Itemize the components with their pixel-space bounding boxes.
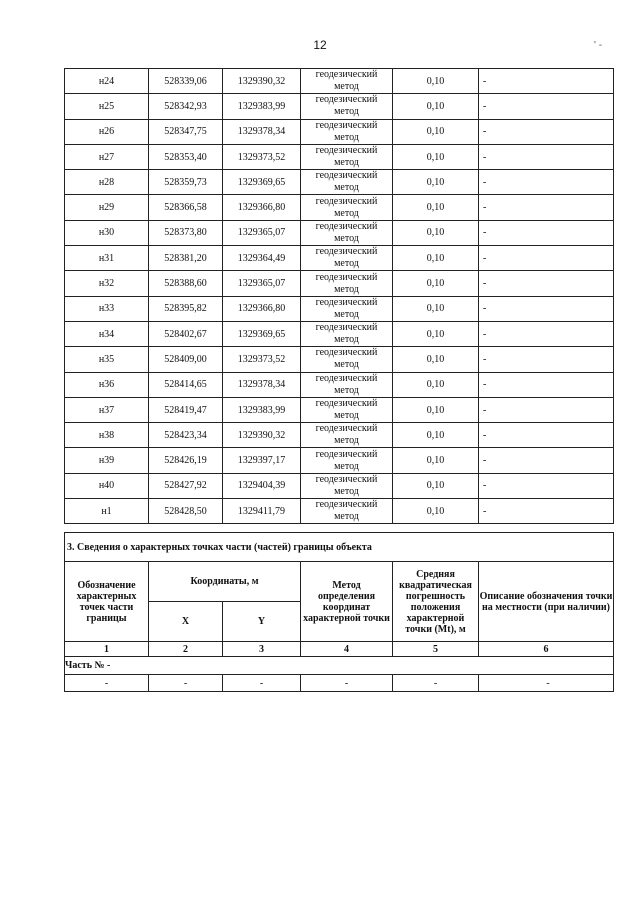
header-description-line: Описание обозначения точки: [479, 590, 613, 602]
point-id: н1: [65, 499, 149, 524]
point-id: н36: [65, 372, 149, 397]
table-row: [65, 372, 614, 397]
point-id: н34: [65, 321, 149, 346]
point-method: [301, 448, 393, 473]
empty-cell: -: [393, 675, 479, 692]
point-error: 0,10: [393, 220, 479, 245]
point-description: -: [479, 246, 614, 271]
point-method: [301, 119, 393, 144]
point-method: [301, 170, 393, 195]
point-y: 1329373,52: [223, 347, 301, 372]
point-method-line: геодезический: [315, 195, 378, 207]
section-title: 3. Сведения о характерных точках части (частей) границы объекта: [65, 533, 614, 562]
table-row: [65, 499, 614, 524]
point-id: н39: [65, 448, 149, 473]
point-x: 528426,19: [149, 448, 223, 473]
empty-cell: -: [301, 675, 393, 692]
part-row: [65, 657, 614, 675]
table-row: [65, 473, 614, 498]
part-label: Часть № -: [65, 657, 614, 675]
point-method-line: геодезический: [315, 119, 378, 131]
point-y: 1329378,34: [223, 372, 301, 397]
header-x: X: [149, 602, 223, 642]
point-description: -: [479, 372, 614, 397]
point-y: 1329404,39: [223, 473, 301, 498]
point-y: 1329373,52: [223, 144, 301, 169]
point-method-line: метод: [334, 157, 359, 169]
point-id: н29: [65, 195, 149, 220]
column-number: 3: [223, 642, 301, 657]
point-description: -: [479, 473, 614, 498]
point-method-line: метод: [334, 359, 359, 371]
header-error-line: характерной: [406, 612, 465, 624]
point-method-line: геодезический: [315, 220, 378, 232]
point-error: 0,10: [393, 144, 479, 169]
point-id: н32: [65, 271, 149, 296]
point-id: н26: [65, 119, 149, 144]
point-method-line: геодезический: [315, 372, 378, 384]
column-number: 2: [149, 642, 223, 657]
point-description: -: [479, 499, 614, 524]
point-y: 1329369,65: [223, 170, 301, 195]
point-x: 528359,73: [149, 170, 223, 195]
point-id: н33: [65, 296, 149, 321]
point-error: 0,10: [393, 94, 479, 119]
header-error-line: погрешность: [405, 590, 466, 602]
point-y: 1329383,99: [223, 397, 301, 422]
point-error: 0,10: [393, 195, 479, 220]
point-description: -: [479, 144, 614, 169]
point-y: 1329390,32: [223, 69, 301, 94]
point-method-line: метод: [334, 485, 359, 497]
point-method-line: геодезический: [315, 499, 378, 511]
point-error: 0,10: [393, 397, 479, 422]
point-method: [301, 271, 393, 296]
header-method: [301, 562, 393, 642]
column-number: 5: [393, 642, 479, 657]
point-description: -: [479, 271, 614, 296]
point-method-line: метод: [334, 207, 359, 219]
point-error: 0,10: [393, 170, 479, 195]
table-row: [65, 423, 614, 448]
point-method-line: метод: [334, 511, 359, 523]
corner-mark: ' -: [594, 40, 603, 51]
point-x: 528353,40: [149, 144, 223, 169]
header-designation-line: характерных: [76, 590, 137, 602]
point-description: -: [479, 220, 614, 245]
table-row: [65, 94, 614, 119]
point-method: [301, 397, 393, 422]
point-y: 1329390,32: [223, 423, 301, 448]
header-designation-line: точек части: [79, 601, 134, 613]
point-method: [301, 220, 393, 245]
point-description: -: [479, 119, 614, 144]
point-x: 528427,92: [149, 473, 223, 498]
header-coordinates: Координаты, м: [149, 562, 301, 602]
point-method-line: метод: [334, 283, 359, 295]
table-row: [65, 347, 614, 372]
point-method-line: геодезический: [315, 69, 378, 81]
point-error: 0,10: [393, 321, 479, 346]
point-method-line: геодезический: [315, 448, 378, 460]
point-x: 528423,34: [149, 423, 223, 448]
parts-table: [64, 532, 614, 692]
point-method-line: метод: [334, 131, 359, 143]
point-method: [301, 499, 393, 524]
header-description: [479, 562, 614, 642]
point-method: [301, 321, 393, 346]
point-x: 528409,00: [149, 347, 223, 372]
point-y: 1329378,34: [223, 119, 301, 144]
point-error: 0,10: [393, 347, 479, 372]
column-number: 6: [479, 642, 614, 657]
points-table: [64, 68, 614, 524]
point-method: [301, 195, 393, 220]
point-description: -: [479, 296, 614, 321]
point-method-line: геодезический: [315, 347, 378, 359]
point-description: -: [479, 69, 614, 94]
point-method-line: геодезический: [315, 170, 378, 182]
point-method-line: метод: [334, 435, 359, 447]
header-designation: [65, 562, 149, 642]
column-numbers-row: [65, 642, 614, 657]
point-method-line: геодезический: [315, 423, 378, 435]
point-method-line: метод: [334, 258, 359, 270]
header-method-line: характерной точки: [303, 612, 390, 624]
point-error: 0,10: [393, 296, 479, 321]
header-error: [393, 562, 479, 642]
point-y: 1329411,79: [223, 499, 301, 524]
point-error: 0,10: [393, 246, 479, 271]
point-id: н28: [65, 170, 149, 195]
point-x: 528402,67: [149, 321, 223, 346]
point-x: 528428,50: [149, 499, 223, 524]
point-method: [301, 144, 393, 169]
point-description: -: [479, 94, 614, 119]
table-row: [65, 246, 614, 271]
header-y: Y: [223, 602, 301, 642]
point-error: 0,10: [393, 271, 479, 296]
table-row: [65, 220, 614, 245]
point-method: [301, 246, 393, 271]
point-method-line: геодезический: [315, 398, 378, 409]
point-id: н24: [65, 69, 149, 94]
point-x: 528339,06: [149, 69, 223, 94]
table-row: [65, 296, 614, 321]
point-x: 528381,20: [149, 246, 223, 271]
point-error: 0,10: [393, 499, 479, 524]
point-y: 1329383,99: [223, 94, 301, 119]
empty-cell: -: [223, 675, 301, 692]
point-method: [301, 94, 393, 119]
header-designation-line: границы: [86, 612, 127, 624]
point-id: н35: [65, 347, 149, 372]
point-method: [301, 296, 393, 321]
point-id: н37: [65, 397, 149, 422]
point-y: 1329397,17: [223, 448, 301, 473]
point-x: 528373,80: [149, 220, 223, 245]
point-description: -: [479, 397, 614, 422]
empty-cell: -: [149, 675, 223, 692]
header-description-line: на местности (при наличии): [482, 601, 611, 613]
header-error-line: точки (Mt), м: [405, 623, 466, 635]
point-x: 528414,65: [149, 372, 223, 397]
point-error: 0,10: [393, 69, 479, 94]
point-error: 0,10: [393, 448, 479, 473]
point-y: 1329366,80: [223, 195, 301, 220]
header-error-line: положения: [410, 601, 461, 613]
point-method-line: геодезический: [315, 322, 378, 334]
point-method-line: геодезический: [315, 145, 378, 157]
point-x: 528342,93: [149, 94, 223, 119]
point-error: 0,10: [393, 119, 479, 144]
table-row: [65, 448, 614, 473]
point-x: 528395,82: [149, 296, 223, 321]
point-y: 1329369,65: [223, 321, 301, 346]
point-method-line: метод: [334, 384, 359, 396]
table-row: [65, 119, 614, 144]
point-x: 528347,75: [149, 119, 223, 144]
point-method-line: метод: [334, 410, 359, 421]
point-id: н40: [65, 473, 149, 498]
point-description: -: [479, 195, 614, 220]
point-error: 0,10: [393, 423, 479, 448]
point-method: [301, 423, 393, 448]
point-method-line: геодезический: [315, 271, 378, 283]
point-description: -: [479, 423, 614, 448]
point-y: 1329364,49: [223, 246, 301, 271]
header-method-line: Метод: [332, 579, 361, 591]
point-id: н25: [65, 94, 149, 119]
point-method: [301, 69, 393, 94]
table-row: [65, 397, 614, 422]
table-row: [65, 195, 614, 220]
point-method: [301, 347, 393, 372]
point-method-line: метод: [334, 232, 359, 244]
point-method: [301, 372, 393, 397]
column-number: 4: [301, 642, 393, 657]
point-method-line: метод: [334, 334, 359, 346]
point-description: -: [479, 448, 614, 473]
point-x: 528388,60: [149, 271, 223, 296]
point-method-line: метод: [334, 106, 359, 118]
point-x: 528419,47: [149, 397, 223, 422]
point-method-line: геодезический: [315, 473, 378, 485]
point-method-line: метод: [334, 308, 359, 320]
point-y: 1329365,07: [223, 220, 301, 245]
empty-cell: -: [65, 675, 149, 692]
point-x: 528366,58: [149, 195, 223, 220]
point-id: н38: [65, 423, 149, 448]
point-description: -: [479, 347, 614, 372]
point-method-line: метод: [334, 460, 359, 472]
header-designation-line: Обозначение: [77, 579, 136, 591]
header-error-line: квадратическая: [399, 579, 472, 591]
point-id: н31: [65, 246, 149, 271]
point-error: 0,10: [393, 473, 479, 498]
point-y: 1329366,80: [223, 296, 301, 321]
point-method-line: метод: [334, 81, 359, 93]
point-method-line: геодезический: [315, 94, 378, 106]
point-id: н27: [65, 144, 149, 169]
header-error-line: Средняя: [416, 568, 455, 580]
table-row: [65, 144, 614, 169]
point-method-line: геодезический: [315, 296, 378, 308]
point-method: [301, 473, 393, 498]
point-description: -: [479, 170, 614, 195]
table-row: [65, 271, 614, 296]
column-number: 1: [65, 642, 149, 657]
table-row: [65, 170, 614, 195]
table-row: [65, 321, 614, 346]
header-method-line: определения: [317, 590, 376, 602]
point-error: 0,10: [393, 372, 479, 397]
points-body: [65, 69, 614, 524]
point-description: -: [479, 321, 614, 346]
point-method-line: геодезический: [315, 246, 378, 258]
header-method-line: координат: [322, 601, 371, 613]
table-row: [65, 69, 614, 94]
empty-data-row: [65, 675, 614, 692]
point-y: 1329365,07: [223, 271, 301, 296]
point-id: н30: [65, 220, 149, 245]
empty-cell: -: [479, 675, 614, 692]
point-method-line: метод: [334, 182, 359, 194]
page-number: 12: [313, 38, 327, 52]
